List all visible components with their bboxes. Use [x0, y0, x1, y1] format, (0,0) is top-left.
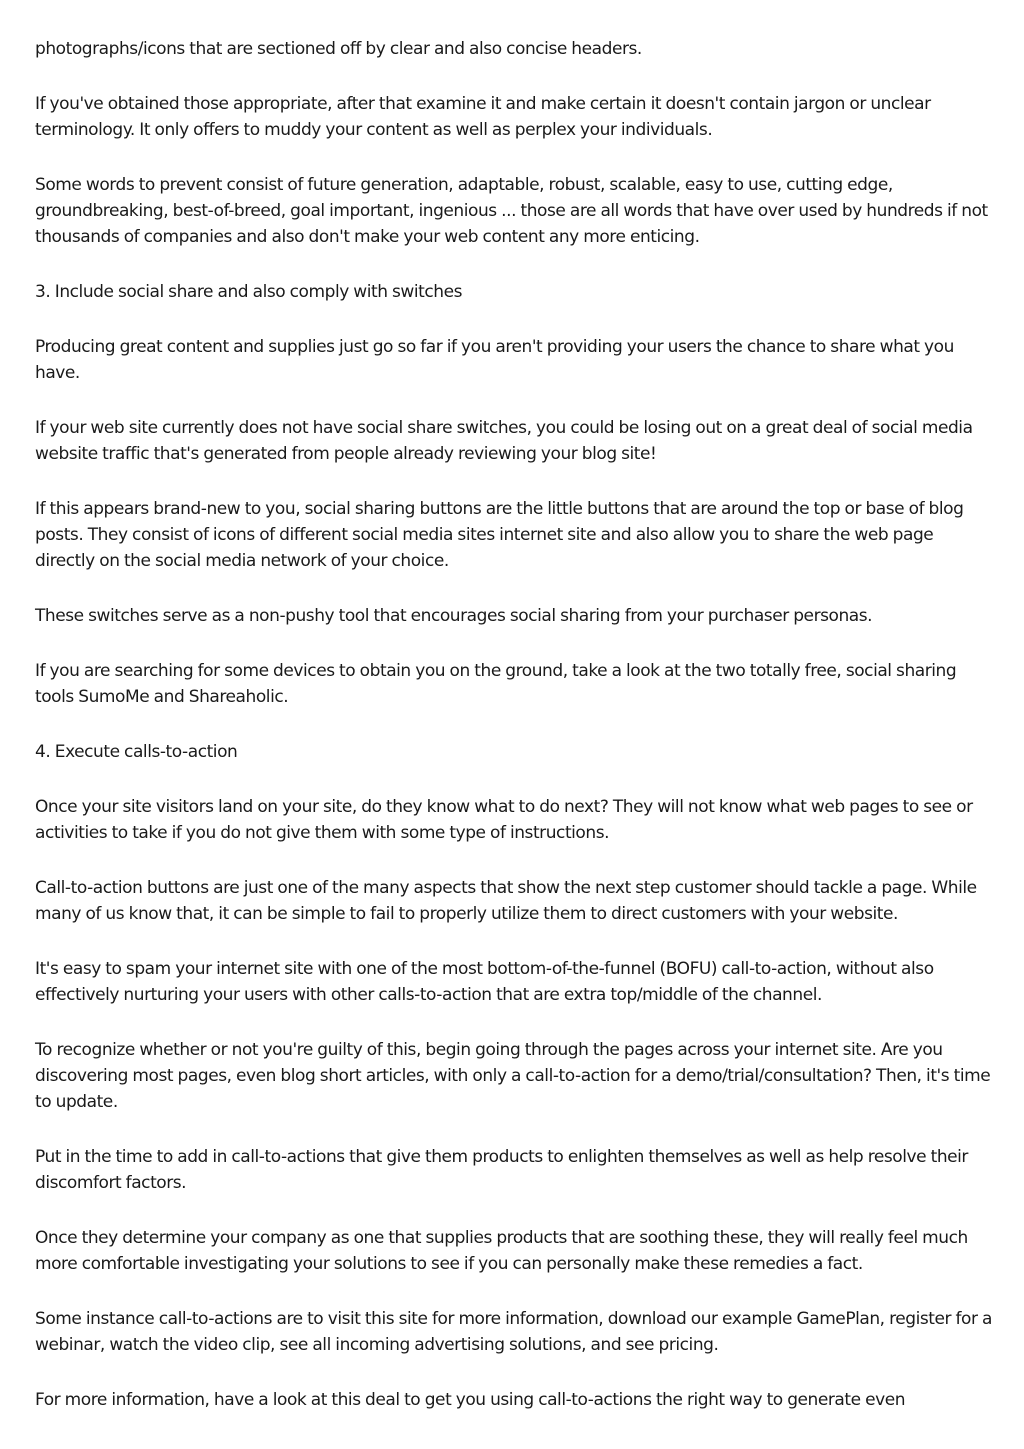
- paragraph-example-ctas: Some instance call-to-actions are to visit this site for more information, download our example GamePlan, register for a webinar, watch the video clip, see all incoming advertising solutions, and see pricing.: [35, 1309, 992, 1355]
- paragraph-sharing-content: Producing great content and supplies just go so far if you aren't providing your users the chance to share what you have.: [35, 337, 954, 383]
- paragraph-more-information: For more information, have a look at this deal to get you using call-to-actions the right way to generate even: [35, 1390, 906, 1410]
- paragraph-bofu-spam: It's easy to spam your internet site with one of the most bottom-of-the-funnel (BOFU) call-to-action, without also effectively nurturing your users with other calls-to-action that are extra top/middle of the channel.: [35, 959, 934, 1005]
- paragraph-missing-share-switches: If your web site currently does not have social share switches, you could be losing out on a great deal of social media website traffic that's generated from people already reviewing your blog site!: [35, 418, 973, 464]
- paragraph-sharing-buttons-explained: If this appears brand-new to you, social sharing buttons are the little buttons that are around the top or base of blog posts. They consist of icons of different social media sites internet site and also allow you to share the web page directly on the social media network of your choice.: [35, 499, 964, 571]
- paragraph-add-ctas: Put in the time to add in call-to-actions that give them products to enlighten themselves as well as help resolve their discomfort factors.: [35, 1147, 968, 1193]
- paragraph-sharing-tools: If you are searching for some devices to obtain you on the ground, take a look at the two totally free, social sharing tools SumoMe and Shareaholic.: [35, 661, 957, 707]
- paragraph-cta-buttons: Call-to-action buttons are just one of the many aspects that show the next step customer should tackle a page. While many of us know that, it can be simple to fail to properly utilize them to direct customers with your website.: [35, 878, 977, 924]
- document-page: [35, 36, 995, 1442]
- paragraph-recognize-guilt: To recognize whether or not you're guilty of this, begin going through the pages across your internet site. Are you discovering most pages, even blog short articles, with only a call-to-action for a demo/trial/consultation? Then, it's time to update.: [35, 1040, 991, 1112]
- section-heading-calls-to-action: 4. Execute calls-to-action: [35, 742, 238, 762]
- paragraph-jargon-check: If you've obtained those appropriate, after that examine it and make certain it doesn't contain jargon or unclear terminology. It only offers to muddy your content as well as perplex your individuals.: [35, 94, 931, 140]
- paragraph-company-trust: Once they determine your company as one that supplies products that are soothing these, they will really feel much more comfortable investigating your solutions to see if you can personally make these remedies a fact.: [35, 1228, 968, 1274]
- paragraph-intro-continuation: photographs/icons that are sectioned off by clear and also concise headers.: [35, 39, 642, 59]
- paragraph-visitors-next-step: Once your site visitors land on your site, do they know what to do next? They will not know what web pages to see or activities to take if you do not give them with some type of instructions.: [35, 797, 973, 843]
- section-heading-social-share: 3. Include social share and also comply with switches: [35, 282, 462, 302]
- paragraph-words-to-avoid: Some words to prevent consist of future generation, adaptable, robust, scalable, easy to use, cutting edge, groundbreaking, best-of-breed, goal important, ingenious ... those are all words that have over used by hundreds if not thousands of companies and also don't make your web content any more enticing.: [35, 175, 988, 247]
- paragraph-non-pushy-tool: These switches serve as a non-pushy tool that encourages social sharing from your purchaser personas.: [35, 606, 873, 626]
